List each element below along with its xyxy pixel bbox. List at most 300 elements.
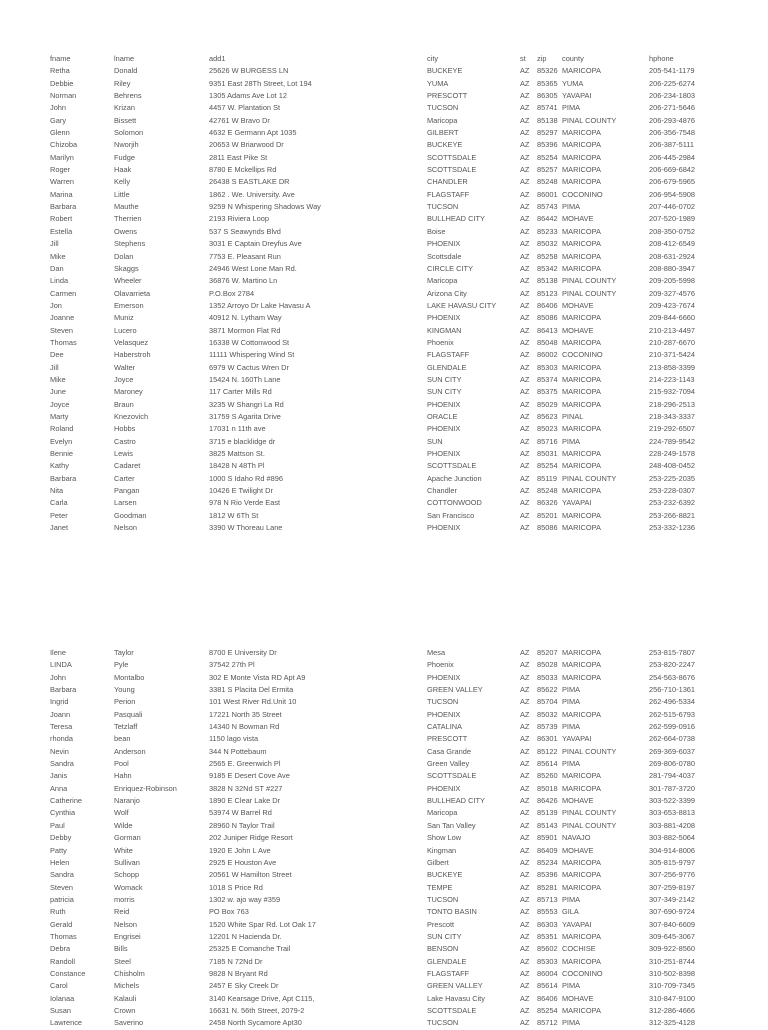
table-row (0, 894, 768, 906)
address-cell: 9828 N Bryant Rd (209, 968, 268, 978)
zip-cell: 86426 (537, 796, 558, 806)
state-cell: AZ (520, 660, 530, 670)
table-row (0, 758, 768, 770)
address-cell: 4632 E Germann Apt 1035 (209, 128, 297, 138)
phone-cell: 281-794-4037 (649, 771, 696, 781)
phone-cell: 206-356-7548 (649, 128, 696, 138)
county-cell: COCHISE (562, 944, 596, 954)
zip-cell: 85297 (537, 128, 558, 138)
city-cell: FLAGSTAFF (427, 968, 470, 978)
address-cell: 25325 E Comanche Trail (209, 944, 291, 954)
county-cell: PINAL COUNTY (562, 115, 617, 125)
phone-cell: 210-213-4497 (649, 325, 696, 335)
phone-cell: 307-259-8197 (649, 882, 696, 892)
state-cell: AZ (520, 919, 530, 929)
last-name-cell: Crown (114, 1005, 136, 1015)
first-name-cell: Barbara (50, 473, 77, 483)
zip-cell: 86406 (537, 300, 558, 310)
first-name-cell: Mike (50, 251, 66, 261)
county-cell: MARICOPA (562, 648, 601, 657)
city-cell: Maricopa (427, 276, 458, 286)
header-last-name-cell: lname (114, 54, 135, 63)
county-cell: MARICOPA (562, 313, 601, 323)
zip-cell: 85138 (537, 115, 558, 125)
address-cell: 10426 E Twilight Dr (209, 486, 273, 496)
address-cell: 17221 North 35 Street (209, 709, 282, 719)
first-name-cell: Jill (50, 362, 59, 372)
phone-cell: 269-369-6037 (649, 746, 696, 756)
state-cell: AZ (520, 833, 530, 843)
phone-cell: 301-787-3720 (649, 783, 696, 793)
county-cell: MARICOPA (562, 956, 601, 966)
phone-cell: 218-343-3337 (649, 411, 696, 421)
address-cell: 20561 W Hamilton Street (209, 870, 292, 880)
address-cell: 24946 West Lone Man Rd. (209, 263, 297, 273)
address-cell: 37542 27th Pl (209, 660, 255, 670)
zip-cell: 85254 (537, 152, 558, 162)
county-cell: PIMA (562, 685, 581, 695)
state-cell: AZ (520, 648, 530, 657)
state-cell: AZ (520, 165, 530, 175)
zip-cell: 85031 (537, 449, 558, 458)
zip-cell: 86001 (537, 189, 558, 199)
phone-cell: 228-249-1578 (649, 449, 696, 458)
address-cell: 3031 E Captain Dreyfus Ave (209, 239, 302, 249)
table-row (0, 78, 768, 90)
first-name-cell: Jon (50, 300, 62, 310)
city-cell: PHOENIX (427, 709, 461, 719)
zip-cell: 85712 (537, 1018, 558, 1028)
last-name-cell: Larsen (114, 498, 137, 508)
county-cell: YAVAPAI (562, 919, 592, 929)
table-row (0, 65, 768, 77)
first-name-cell: John (50, 672, 67, 682)
state-cell: AZ (520, 288, 530, 298)
header-row (0, 53, 768, 65)
address-cell: 3825 Mattson St. (209, 449, 265, 458)
phone-cell: 262-496-5334 (649, 697, 696, 707)
phone-cell: 312-325-4128 (649, 1018, 696, 1028)
address-cell: 9185 E Desert Cove Ave (209, 771, 290, 781)
address-cell: 36876 W. Martino Ln (209, 276, 278, 286)
zip-cell: 85622 (537, 685, 558, 695)
zip-cell: 85033 (537, 672, 558, 682)
county-cell: PINAL COUNTY (562, 288, 617, 298)
state-cell: AZ (520, 449, 530, 458)
county-cell: PIMA (562, 722, 581, 732)
table-row (0, 906, 768, 918)
address-cell: 17031 n 11th ave (209, 424, 266, 434)
last-name-cell: Carter (114, 473, 135, 483)
first-name-cell: Joann (50, 709, 71, 719)
zip-cell: 85553 (537, 907, 558, 917)
table-row (0, 386, 768, 398)
last-name-cell: Enriquez-Robinson (114, 783, 177, 793)
zip-cell: 85614 (537, 759, 558, 769)
first-name-cell: Patty (50, 845, 67, 855)
first-name-cell: Cynthia (50, 808, 76, 818)
table-row (0, 473, 768, 485)
county-cell: MARICOPA (562, 424, 601, 434)
phone-cell: 307-690-9724 (649, 907, 696, 917)
city-cell: GLENDALE (427, 956, 467, 966)
county-cell: MARICOPA (562, 857, 601, 867)
city-cell: SCOTTSDALE (427, 165, 477, 175)
state-cell: AZ (520, 510, 530, 520)
state-cell: AZ (520, 374, 530, 384)
city-cell: SUN (427, 436, 443, 446)
first-name-cell: Sandra (50, 870, 74, 880)
table-row (0, 90, 768, 102)
first-name-cell: Lawrence (50, 1018, 83, 1028)
header-state-cell: st (520, 54, 526, 63)
county-cell: MARICOPA (562, 128, 601, 138)
first-name-cell: Gary (50, 115, 67, 125)
address-table-lower (0, 647, 768, 1030)
table-row (0, 201, 768, 213)
phone-cell: 209-205-5998 (649, 276, 696, 286)
first-name-cell: Steven (50, 325, 74, 335)
table-row (0, 845, 768, 857)
zip-cell: 85602 (537, 944, 558, 954)
city-cell: TUCSON (427, 697, 459, 707)
county-cell: MARICOPA (562, 709, 601, 719)
address-cell: 28960 N Taylor Trail (209, 820, 275, 830)
first-name-cell: Joanne (50, 313, 75, 323)
first-name-cell: Debra (50, 944, 71, 954)
county-cell: PIMA (562, 103, 581, 113)
last-name-cell: Kelly (114, 177, 131, 187)
state-cell: AZ (520, 424, 530, 434)
state-cell: AZ (520, 115, 530, 125)
first-name-cell: Carol (50, 981, 68, 991)
county-cell: PIMA (562, 436, 581, 446)
table-row (0, 226, 768, 238)
last-name-cell: Pool (114, 759, 129, 769)
city-cell: BUCKEYE (427, 66, 463, 76)
city-cell: GLENDALE (427, 362, 467, 372)
address-cell: 25626 W BURGESS LN (209, 66, 289, 76)
phone-cell: 309-922-8560 (649, 944, 696, 954)
last-name-cell: Walter (114, 362, 136, 372)
address-cell: 1520 White Spar Rd. Lot Oak 17 (209, 919, 316, 929)
county-cell: PINAL COUNTY (562, 746, 617, 756)
phone-cell: 209-327-4576 (649, 288, 696, 298)
table-row (0, 746, 768, 758)
first-name-cell: Ruth (50, 907, 66, 917)
phone-cell: 210-371-5424 (649, 350, 696, 360)
state-cell: AZ (520, 337, 530, 347)
county-cell: PINAL (562, 411, 584, 421)
last-name-cell: Wolf (114, 808, 129, 818)
city-cell: FLAGSTAFF (427, 189, 470, 199)
address-cell: 117 Carter Mills Rd (209, 387, 272, 397)
state-cell: AZ (520, 993, 530, 1003)
phone-cell: 253-225-2035 (649, 473, 696, 483)
county-cell: MARICOPA (562, 140, 601, 150)
county-cell: MARICOPA (562, 263, 601, 273)
table-row (0, 919, 768, 931)
zip-cell: 85704 (537, 697, 558, 707)
last-name-cell: Haberstroh (114, 350, 151, 360)
state-cell: AZ (520, 498, 530, 508)
table-row (0, 275, 768, 287)
county-cell: YAVAPAI (562, 734, 592, 744)
first-name-cell: Robert (50, 214, 73, 224)
city-cell: SUN CITY (427, 931, 462, 941)
phone-cell: 206-293-4876 (649, 115, 696, 125)
zip-cell: 85029 (537, 399, 558, 409)
phone-cell: 210-287-6670 (649, 337, 696, 347)
phone-cell: 262-515-6793 (649, 709, 696, 719)
table-row (0, 993, 768, 1005)
phone-cell: 206-445-2984 (649, 152, 696, 162)
first-name-cell: John (50, 103, 67, 113)
county-cell: PINAL COUNTY (562, 276, 617, 286)
zip-cell: 85716 (537, 436, 558, 446)
zip-cell: 85086 (537, 523, 558, 533)
last-name-cell: Young (114, 685, 135, 695)
table-row (0, 102, 768, 114)
last-name-cell: Skaggs (114, 263, 139, 273)
table-row (0, 448, 768, 460)
city-cell: TEMPE (427, 882, 453, 892)
table-row (0, 1017, 768, 1029)
last-name-cell: Goodman (114, 510, 147, 520)
address-cell: 53974 W Barrel Rd (209, 808, 272, 818)
last-name-cell: Stephens (114, 239, 146, 249)
city-cell: PHOENIX (427, 523, 461, 533)
table-row (0, 127, 768, 139)
address-cell: 11111 Whispering Wind St (209, 350, 295, 360)
last-name-cell: Emerson (114, 300, 144, 310)
city-cell: San Tan Valley (427, 820, 476, 830)
phone-cell: 206-954-5908 (649, 189, 696, 199)
city-cell: GILBERT (427, 128, 459, 138)
address-cell: 4457 W. Plantation St (209, 103, 281, 113)
county-cell: PIMA (562, 981, 581, 991)
state-cell: AZ (520, 350, 530, 360)
phone-cell: 208-631-2924 (649, 251, 696, 261)
address-table-upper (0, 53, 768, 534)
state-cell: AZ (520, 91, 530, 101)
first-name-cell: Kathy (50, 461, 69, 471)
table-row (0, 943, 768, 955)
county-cell: MARICOPA (562, 1005, 601, 1015)
county-cell: MARICOPA (562, 523, 601, 533)
phone-cell: 248-408-0452 (649, 461, 696, 471)
last-name-cell: Anderson (114, 746, 146, 756)
county-cell: NAVAJO (562, 833, 591, 843)
county-cell: MARICOPA (562, 931, 601, 941)
first-name-cell: Chizoba (50, 140, 78, 150)
phone-cell: 312-286-4666 (649, 1005, 696, 1015)
first-name-cell: Ingrid (50, 697, 69, 707)
address-cell: 3381 S Placita Del Ermita (209, 685, 294, 695)
county-cell: MARICOPA (562, 449, 601, 458)
phone-cell: 303-881-4208 (649, 820, 696, 830)
address-cell: 1352 Arroyo Dr Lake Havasu A (209, 300, 311, 310)
state-cell: AZ (520, 796, 530, 806)
address-cell: 537 S Seawynds Blvd (209, 226, 281, 236)
table-row (0, 869, 768, 881)
address-cell: 9259 N Whispering Shadows Way (209, 202, 321, 212)
table-row (0, 189, 768, 201)
phone-cell: 307-256-9776 (649, 870, 696, 880)
last-name-cell: bean (114, 734, 131, 744)
city-cell: TUCSON (427, 202, 459, 212)
zip-cell: 85248 (537, 486, 558, 496)
city-cell: SCOTTSDALE (427, 1005, 477, 1015)
last-name-cell: Kalauli (114, 993, 137, 1003)
city-cell: TONTO BASIN (427, 907, 477, 917)
state-cell: AZ (520, 709, 530, 719)
table-row (0, 238, 768, 250)
zip-cell: 85233 (537, 226, 558, 236)
county-cell: MARICOPA (562, 399, 601, 409)
city-cell: Green Valley (427, 759, 470, 769)
last-name-cell: Pangan (114, 486, 140, 496)
state-cell: AZ (520, 313, 530, 323)
table-row (0, 288, 768, 300)
zip-cell: 85901 (537, 833, 558, 843)
first-name-cell: Glenn (50, 128, 70, 138)
county-cell: MARICOPA (562, 510, 601, 520)
first-name-cell: Retha (50, 66, 70, 76)
header-first-name-cell: fname (50, 54, 71, 63)
state-cell: AZ (520, 362, 530, 372)
state-cell: AZ (520, 214, 530, 224)
state-cell: AZ (520, 152, 530, 162)
address-cell: 101 West River Rd.Unit 10 (209, 697, 297, 707)
city-cell: PHOENIX (427, 424, 461, 434)
table-row (0, 349, 768, 361)
state-cell: AZ (520, 140, 530, 150)
last-name-cell: Little (114, 189, 130, 199)
address-cell: 8700 E University Dr (209, 648, 277, 657)
last-name-cell: Womack (114, 882, 143, 892)
first-name-cell: Ilene (50, 648, 67, 657)
city-cell: COTTONWOOD (427, 498, 482, 508)
county-cell: PIMA (562, 202, 581, 212)
city-cell: PRESCOTT (427, 91, 468, 101)
county-cell: MOHAVE (562, 993, 594, 1003)
city-cell: GREEN VALLEY (427, 981, 483, 991)
zip-cell: 86004 (537, 968, 558, 978)
state-cell: AZ (520, 672, 530, 682)
county-cell: MARICOPA (562, 374, 601, 384)
first-name-cell: Evelyn (50, 436, 73, 446)
phone-cell: 256-710-1361 (649, 685, 696, 695)
phone-cell: 253-228-0307 (649, 486, 696, 496)
phone-cell: 214-223-1143 (649, 374, 695, 384)
table-row (0, 362, 768, 374)
state-cell: AZ (520, 894, 530, 904)
zip-cell: 86002 (537, 350, 558, 360)
city-cell: Phoenix (427, 660, 454, 670)
first-name-cell: Sandra (50, 759, 74, 769)
first-name-cell: Carmen (50, 288, 77, 298)
county-cell: PINAL COUNTY (562, 820, 617, 830)
zip-cell: 85326 (537, 66, 558, 76)
state-cell: AZ (520, 78, 530, 88)
state-cell: AZ (520, 882, 530, 892)
last-name-cell: Perion (114, 697, 136, 707)
zip-cell: 85123 (537, 288, 558, 298)
city-cell: SCOTTSDALE (427, 771, 477, 781)
phone-cell: 303-882-5064 (649, 833, 696, 843)
last-name-cell: Olavarrieta (114, 288, 151, 298)
table-row (0, 684, 768, 696)
state-cell: AZ (520, 300, 530, 310)
county-cell: MARICOPA (562, 870, 601, 880)
phone-cell: 310-847-9100 (649, 993, 696, 1003)
city-cell: PHOENIX (427, 672, 461, 682)
last-name-cell: Reid (114, 907, 130, 917)
last-name-cell: Mauthe (114, 202, 139, 212)
state-cell: AZ (520, 931, 530, 941)
address-cell: 40912 N. Lytham Way (209, 313, 282, 323)
table-row (0, 980, 768, 992)
phone-cell: 213-858-3399 (649, 362, 696, 372)
city-cell: CATALINA (427, 722, 463, 732)
last-name-cell: Behrens (114, 91, 142, 101)
state-cell: AZ (520, 189, 530, 199)
zip-cell: 86305 (537, 91, 558, 101)
table-row (0, 325, 768, 337)
zip-cell: 85281 (537, 882, 558, 892)
table-row (0, 820, 768, 832)
table-row (0, 647, 768, 659)
state-cell: AZ (520, 436, 530, 446)
state-cell: AZ (520, 226, 530, 236)
county-cell: MARICOPA (562, 882, 601, 892)
phone-cell: 224-789-9542 (649, 436, 696, 446)
zip-cell: 85086 (537, 313, 558, 323)
address-cell: 1920 E John L Ave (209, 845, 271, 855)
phone-cell: 305-815-9797 (649, 857, 696, 867)
zip-cell: 85623 (537, 411, 558, 421)
table-row (0, 312, 768, 324)
table-row (0, 337, 768, 349)
city-cell: Mesa (427, 648, 446, 657)
city-cell: Maricopa (427, 115, 458, 125)
address-cell: 15424 N. 160Th Lane (209, 374, 281, 384)
county-cell: COCONINO (562, 350, 603, 360)
last-name-cell: Gorman (114, 833, 141, 843)
first-name-cell: Paul (50, 820, 65, 830)
state-cell: AZ (520, 325, 530, 335)
phone-cell: 307-840-6609 (649, 919, 696, 929)
zip-cell: 85032 (537, 709, 558, 719)
last-name-cell: morris (114, 894, 135, 904)
county-cell: PINAL COUNTY (562, 808, 617, 818)
first-name-cell: rhonda (50, 734, 74, 744)
zip-cell: 86413 (537, 325, 558, 335)
county-cell: MARICOPA (562, 672, 601, 682)
first-name-cell: Barbara (50, 685, 77, 695)
state-cell: AZ (520, 66, 530, 76)
first-name-cell: LINDA (50, 660, 72, 670)
county-cell: COCONINO (562, 968, 603, 978)
city-cell: Chandler (427, 486, 457, 496)
table-row (0, 263, 768, 275)
state-cell: AZ (520, 461, 530, 471)
first-name-cell: Dan (50, 263, 64, 273)
zip-cell: 86303 (537, 919, 558, 929)
city-cell: BULLHEAD CITY (427, 796, 485, 806)
address-cell: 1150 lago vista (209, 734, 259, 744)
